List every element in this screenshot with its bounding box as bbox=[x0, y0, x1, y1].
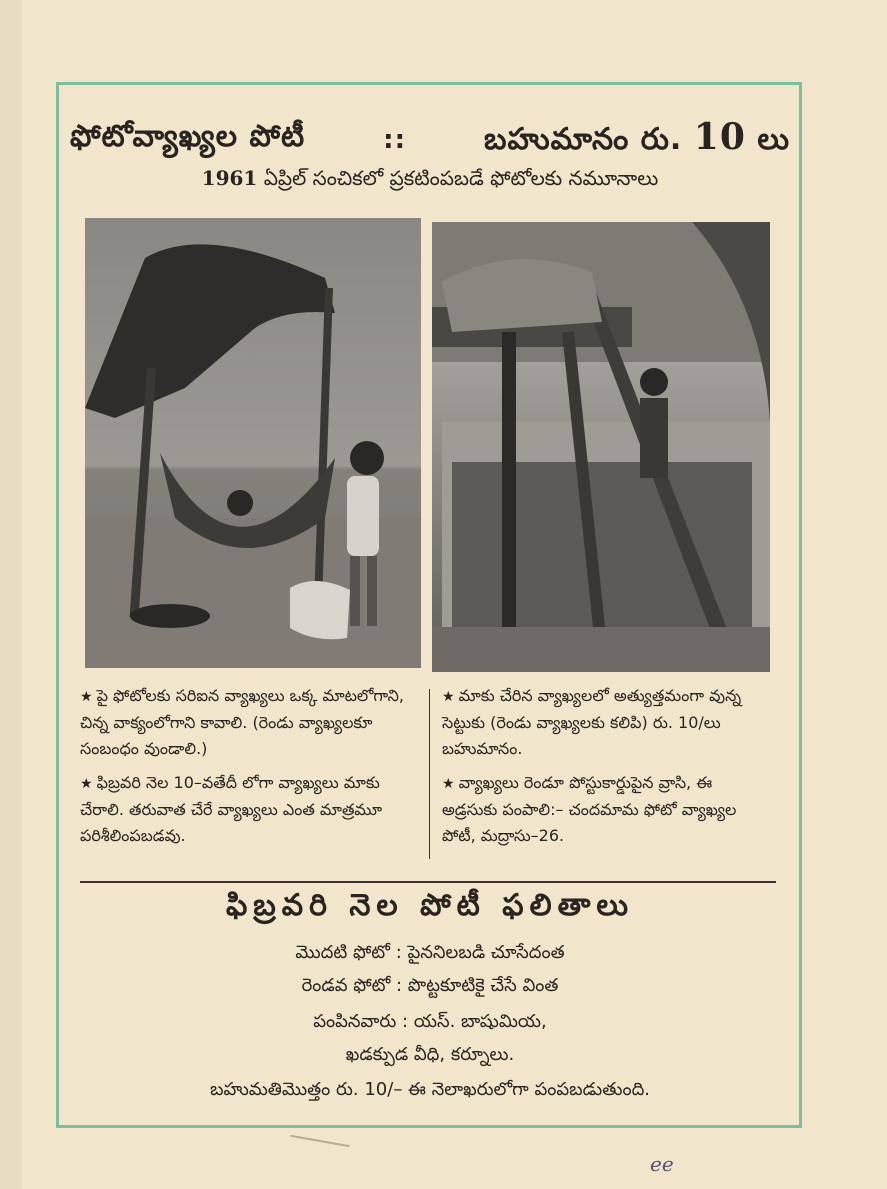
paper-edge bbox=[0, 0, 22, 1189]
prize-amount: 10 bbox=[693, 116, 746, 158]
rule-text: వ్యాఖ్యలు రెండూ పోస్టుకార్డుపైన వ్రాసి, ఈ అడ్రసుకు పంపాలి:– చందమామ ఫోటో వ్యాఖ్యల పోటీ, మద్రాసు–26. bbox=[442, 773, 737, 845]
rules-section bbox=[80, 683, 780, 863]
result-sender: పంపినవారు : యస్. బాషుమియ, bbox=[313, 1011, 547, 1032]
rule-text: పై ఫోటోలకు సరిఐన వ్యాఖ్యలు ఒక్క మాటలోగాని, చిన్న వాక్యంలోగాని కావాలి. (రెండు వ్యాఖ్యలకూ సంబంధం వుండాలి.) bbox=[80, 686, 404, 758]
result-address: ఖడక్పుడ వీధి, కర్నూలు. bbox=[345, 1044, 515, 1065]
column-divider bbox=[429, 689, 430, 859]
results-title: ఫిబ్రవరి నెల పోటీ ఫలితాలు bbox=[225, 888, 635, 923]
rules-left-column bbox=[80, 683, 410, 857]
result-prize-note: బహుమతిమొత్తం రు. 10/– ఈ నెలాఖరులోగా పంపబడుతుంది. bbox=[209, 1079, 651, 1100]
contest-title: ఫోటోవ్యాఖ్యల పోటీ bbox=[70, 119, 306, 154]
star-icon: ★ bbox=[80, 776, 93, 792]
rule-item bbox=[80, 770, 410, 849]
contest-subtitle bbox=[80, 166, 780, 195]
prize-suffix: లు bbox=[757, 122, 790, 157]
photo-platform bbox=[432, 222, 770, 672]
rules-right-column bbox=[442, 683, 772, 857]
rule-text: మాకు చేరిన వ్యాఖ్యలలో అత్యుత్తమంగా వున్న సెట్టుకు (రెండు వ్యాఖ్యలకు కలిపి) రు. 10/లు బహుమానం. bbox=[442, 686, 742, 758]
star-icon: ★ bbox=[80, 689, 93, 705]
rule-text: ఫిబ్రవరి నెల 10–వతేదీ లోగా వ్యాఖ్యలు మాకు చేరాలి. తరువాత చేరే వ్యాఖ్యలు ఎంత మాత్రమూ పరిశీలింపబడవు. bbox=[80, 773, 383, 845]
result-first-photo: మొదటి ఫోటో : పైననిలబడి చూసేదంత bbox=[295, 942, 565, 963]
section-divider bbox=[80, 881, 776, 883]
result-second-photo: రెండవ ఫోటో : పొట్టకూటికై చేసే వింత bbox=[301, 975, 559, 996]
star-icon: ★ bbox=[442, 776, 455, 792]
rule-item bbox=[442, 770, 772, 849]
star-icon: ★ bbox=[442, 689, 455, 705]
page-mark: ee bbox=[650, 1152, 674, 1176]
photo-hammock bbox=[85, 218, 421, 668]
subtitle-text: ఏప్రిల్ సంచికలో ప్రకటింపబడే ఫోటోలకు నమూనాలు bbox=[263, 166, 659, 190]
subtitle-year: 1961 bbox=[201, 166, 258, 190]
header-separator: :: bbox=[383, 125, 406, 155]
prize-text bbox=[484, 116, 790, 164]
contest-header bbox=[70, 115, 790, 165]
prize-prefix: బహుమానం రు. bbox=[483, 122, 683, 157]
rule-item bbox=[442, 683, 772, 762]
rule-item bbox=[80, 683, 410, 762]
paper-scratch bbox=[290, 1135, 349, 1147]
